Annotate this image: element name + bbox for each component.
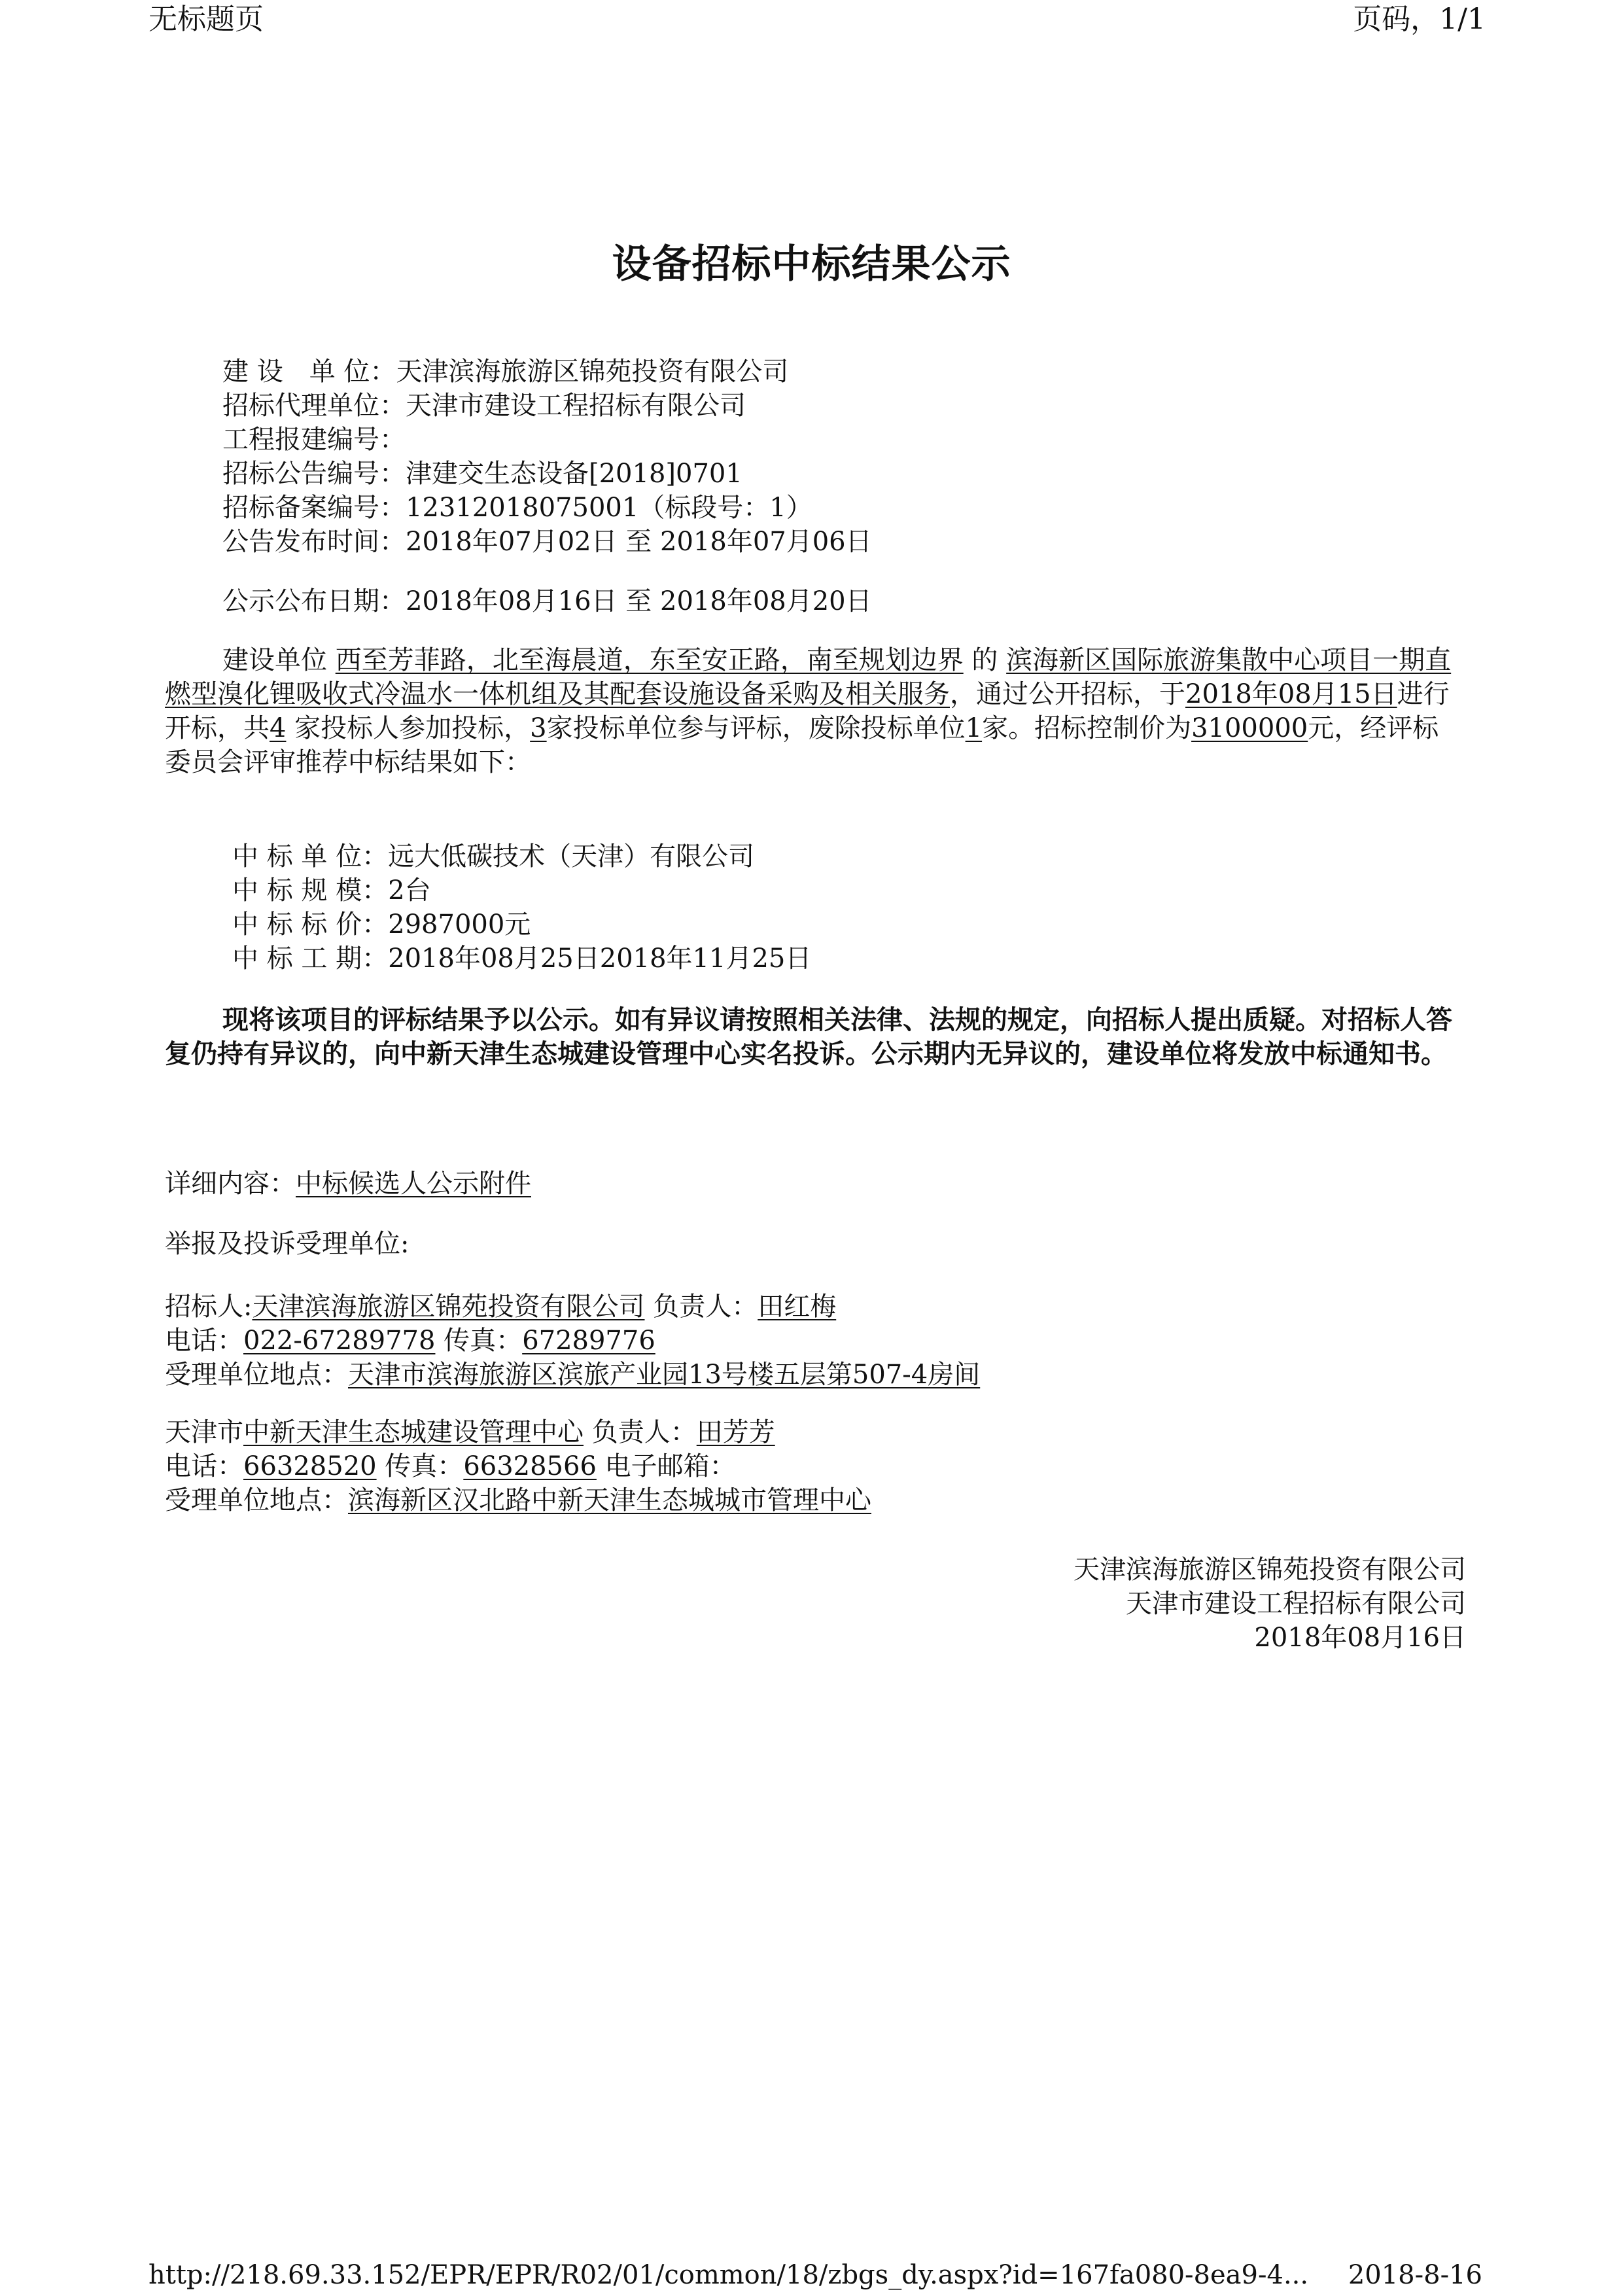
signature-org1: 天津滨海旅游区锦苑投资有限公司 — [1073, 1555, 1466, 1585]
tenderer-name: 天津滨海旅游区锦苑投资有限公司 — [252, 1292, 645, 1322]
rejected-count: 1 — [965, 713, 983, 743]
tenderer-fax: 67289776 — [522, 1326, 655, 1356]
footer-url: http://218.69.33.152/EPR/EPR/R02/01/common/18/zbgs_dy.aspx?id=167fa080-8ea9-4... — [148, 2260, 1309, 2290]
publish-label: 公告发布时间： — [222, 527, 406, 557]
winner-period-line — [232, 942, 811, 976]
agent-label: 招标代理单位： — [222, 391, 406, 421]
record-no-label: 招标备案编号： — [222, 493, 406, 523]
tenderer-leader: 田红梅 — [758, 1292, 837, 1322]
winner-unit-line — [232, 839, 754, 874]
paragraph-text: 进行开标，共 — [165, 679, 1450, 743]
publish-line — [222, 525, 872, 559]
tenderer-leader-label: 负责人： — [644, 1292, 758, 1322]
notice-no-label: 招标公告编号： — [222, 459, 406, 489]
signature-date: 2018年08月16日 — [1254, 1623, 1466, 1653]
publish-value: 2018年07月02日 至 2018年07月06日 — [406, 527, 872, 557]
announce-label: 公示公布日期： — [222, 586, 406, 616]
tenderer-line — [165, 1290, 836, 1324]
winner-unit-value: 远大低碳技术（天津）有限公司 — [388, 841, 755, 872]
center-email-label: 电子邮箱： — [596, 1451, 736, 1481]
center-fax-label: 传真： — [376, 1451, 464, 1481]
project-paragraph — [165, 643, 1454, 779]
paragraph-text: 家投标人参加投标， — [286, 713, 531, 743]
bidder-count: 4 — [270, 713, 287, 743]
tenderer-phone-line — [165, 1324, 655, 1358]
winner-price-line — [232, 908, 531, 942]
builder-line — [222, 355, 788, 389]
winner-price-label: 中 标 标 价： — [232, 910, 389, 940]
project-no-line — [222, 423, 406, 457]
builder-value: 天津滨海旅游区锦苑投资有限公司 — [396, 357, 789, 387]
objection-notice: 现将该项目的评标结果予以公示。如有异议请按照相关法律、法规的规定，向招标人提出质疑。对招标人答复仍持有异议的，向中新天津生态城建设管理中心实名投诉。公示期内无异议的，建设单位将发放中标通知书。 — [165, 1004, 1452, 1069]
agent-value: 天津市建设工程招标有限公司 — [406, 391, 746, 421]
center-phone-line — [165, 1449, 736, 1483]
signature-org2: 天津市建设工程招标有限公司 — [1126, 1589, 1466, 1619]
complaint-title: 举报及投诉受理单位: — [165, 1229, 410, 1259]
control-price: 3100000 — [1191, 713, 1308, 743]
project-no-label: 工程报建编号： — [222, 425, 406, 455]
record-no-value: 12312018075001（标段号：1） — [406, 493, 812, 523]
winner-period-label: 中 标 工 期： — [232, 944, 389, 974]
tenderer-label: 招标人: — [165, 1292, 253, 1322]
paragraph-text: 元，经评标委员会评审推荐中标结果如下： — [165, 713, 1439, 777]
record-no-line — [222, 491, 812, 525]
center-leader: 田芳芳 — [696, 1417, 775, 1447]
center-tel-label: 电话： — [165, 1451, 243, 1481]
announce-line — [222, 584, 872, 618]
tenderer-addr-label: 受理单位地点： — [165, 1360, 348, 1390]
builder-label: 建 设 单 位： — [222, 357, 396, 387]
notice-no-value: 津建交生态设备[2018]0701 — [406, 459, 742, 489]
agent-line — [222, 389, 746, 423]
winner-scale-value: 2台 — [388, 875, 431, 906]
evaluated-count: 3 — [530, 713, 547, 743]
project-name: 滨海新区国际旅游集散中心项目一期直燃型溴化锂吸收式冷温水一体机组及其配套设施设备采购及相关服务 — [165, 645, 1452, 709]
paragraph-text: ，通过公开招标，于 — [950, 679, 1185, 709]
footer-date: 2018-8-16 — [1348, 2260, 1482, 2290]
center-fax: 66328566 — [463, 1451, 597, 1481]
opening-date: 2018年08月15日 — [1185, 679, 1397, 709]
tenderer-tel: 022-67289778 — [243, 1326, 436, 1356]
winner-scale-line — [232, 874, 431, 908]
center-address: 滨海新区汉北路中新天津生态城城市管理中心 — [348, 1485, 871, 1515]
tenderer-address: 天津市滨海旅游区滨旅产业园13号楼五层第507-4房间 — [348, 1360, 981, 1390]
center-line — [165, 1415, 775, 1449]
center-leader-label: 负责人： — [584, 1417, 697, 1447]
project-location: 西至芳菲路，北至海晨道，东至安正路，南至规划边界 — [335, 645, 964, 675]
winner-price-value: 2987000元 — [388, 910, 531, 940]
paragraph-text: 家。招标控制价为 — [982, 713, 1192, 743]
paragraph-start: 建设单位 — [222, 645, 327, 675]
notice-no-line — [222, 457, 742, 491]
tenderer-tel-label: 电话： — [165, 1326, 243, 1356]
center-prefix: 天津市 — [165, 1417, 243, 1447]
detail-line — [165, 1167, 531, 1201]
page-header-title: 无标题页 — [148, 3, 264, 36]
paragraph-text: 家投标单位参与评标，废除投标单位 — [546, 713, 966, 743]
winner-period-value: 2018年08月25日2018年11月25日 — [388, 944, 812, 974]
detail-label: 详细内容： — [165, 1169, 296, 1199]
tenderer-fax-label: 传真： — [435, 1326, 523, 1356]
center-name: 中新天津生态城建设管理中心 — [243, 1417, 584, 1447]
announce-value: 2018年08月16日 至 2018年08月20日 — [406, 586, 872, 616]
page-number: 页码，1/1 — [1353, 3, 1486, 36]
winner-unit-label: 中 标 单 位： — [232, 841, 389, 872]
winner-scale-label: 中 标 规 模： — [232, 875, 389, 906]
paragraph-text: 的 — [963, 645, 1007, 675]
attachment-link[interactable]: 中标候选人公示附件 — [296, 1169, 531, 1199]
center-addr-label: 受理单位地点： — [165, 1485, 348, 1515]
tenderer-address-line — [165, 1358, 980, 1392]
center-address-line — [165, 1483, 871, 1517]
document-title: 设备招标中标结果公示 — [612, 241, 1011, 287]
center-tel: 66328520 — [243, 1451, 377, 1481]
